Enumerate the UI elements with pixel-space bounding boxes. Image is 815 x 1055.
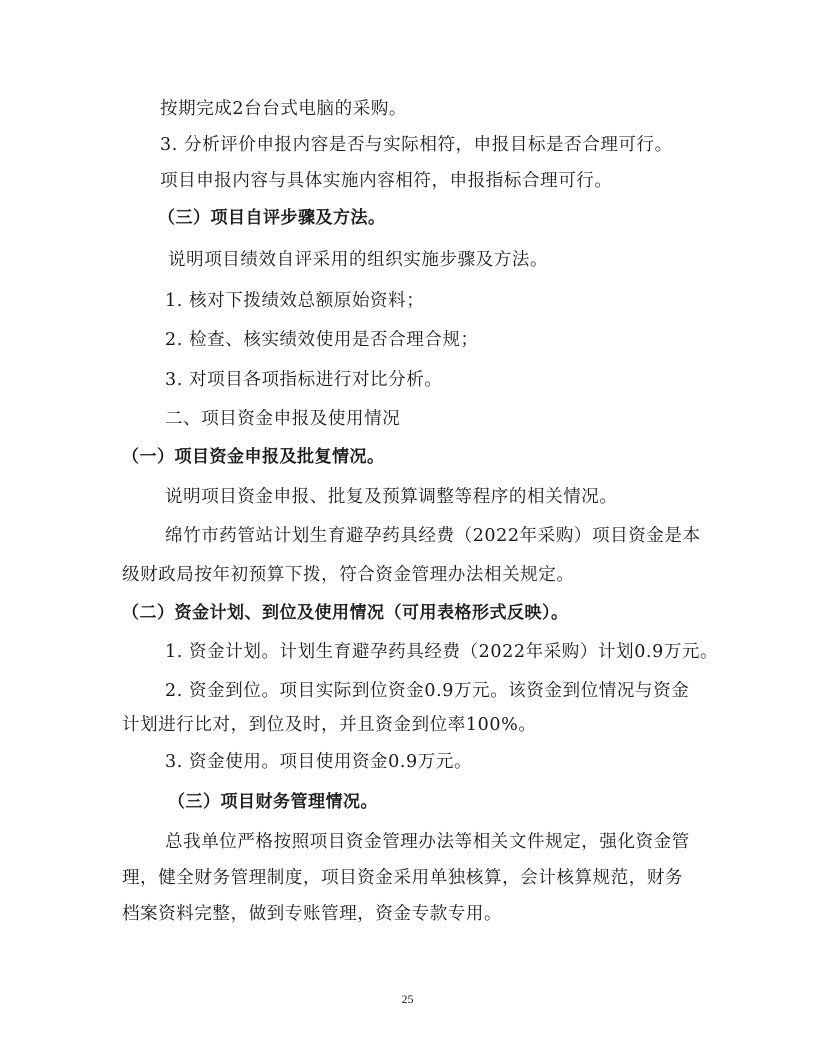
paragraph-line: 绵竹市药管站计划生育避孕药具经费（2022年采购）项目资金是本	[165, 526, 701, 546]
paragraph-line: 项目申报内容与具体实施内容相符，申报指标合理可行。	[160, 171, 613, 191]
list-item: 3. 对项目各项指标进行对比分析。	[165, 370, 443, 390]
list-item: 1. 核对下拨绩效总额原始资料；	[165, 291, 425, 311]
section-heading: （一）项目资金申报及批复情况。	[122, 447, 385, 467]
paragraph-line: 总我单位严格按照项目资金管理办法等相关文件规定，强化资金管	[165, 832, 690, 852]
list-item: 3. 资金使用。项目使用资金0.9万元。	[165, 752, 473, 772]
chapter-heading: 二、项目资金申报及使用情况	[165, 409, 401, 429]
paragraph-line: 3. 分析评价申报内容是否与实际相符，申报目标是否合理可行。	[160, 135, 673, 155]
paragraph-line: 说明项目资金申报、批复及预算调整等程序的相关情况。	[165, 487, 618, 507]
paragraph-line: 理，健全财务管理制度，项目资金采用单独核算，会计核算规范，财务	[122, 868, 684, 888]
paragraph-line: 按期完成2台台式电脑的采购。	[160, 99, 408, 119]
list-item: 2. 资金到位。项目实际到位资金0.9万元。该资金到位情况与资金	[165, 681, 690, 701]
section-heading: （三）项目财务管理情况。	[168, 792, 378, 812]
paragraph-line: 级财政局按年初预算下拨，符合资金管理办法相关规定。	[122, 565, 575, 585]
paragraph-line: 说明项目绩效自评采用的组织实施步骤及方法。	[168, 250, 549, 270]
paragraph-line: 计划进行比对，到位及时，并且资金到位率100%。	[122, 715, 537, 735]
page-number: 25	[401, 992, 414, 1006]
list-item: 1. 资金计划。计划生育避孕药具经费（2022年采购）计划0.9万元。	[165, 642, 719, 662]
paragraph-line: 档案资料完整，做到专账管理，资金专款专用。	[122, 904, 503, 924]
section-heading: （二）资金计划、到位及使用情况（可用表格形式反映）。	[122, 603, 569, 623]
section-heading: （三）项目自评步骤及方法。	[158, 208, 386, 228]
list-item: 2. 检查、核实绩效使用是否合理合规；	[165, 330, 479, 350]
